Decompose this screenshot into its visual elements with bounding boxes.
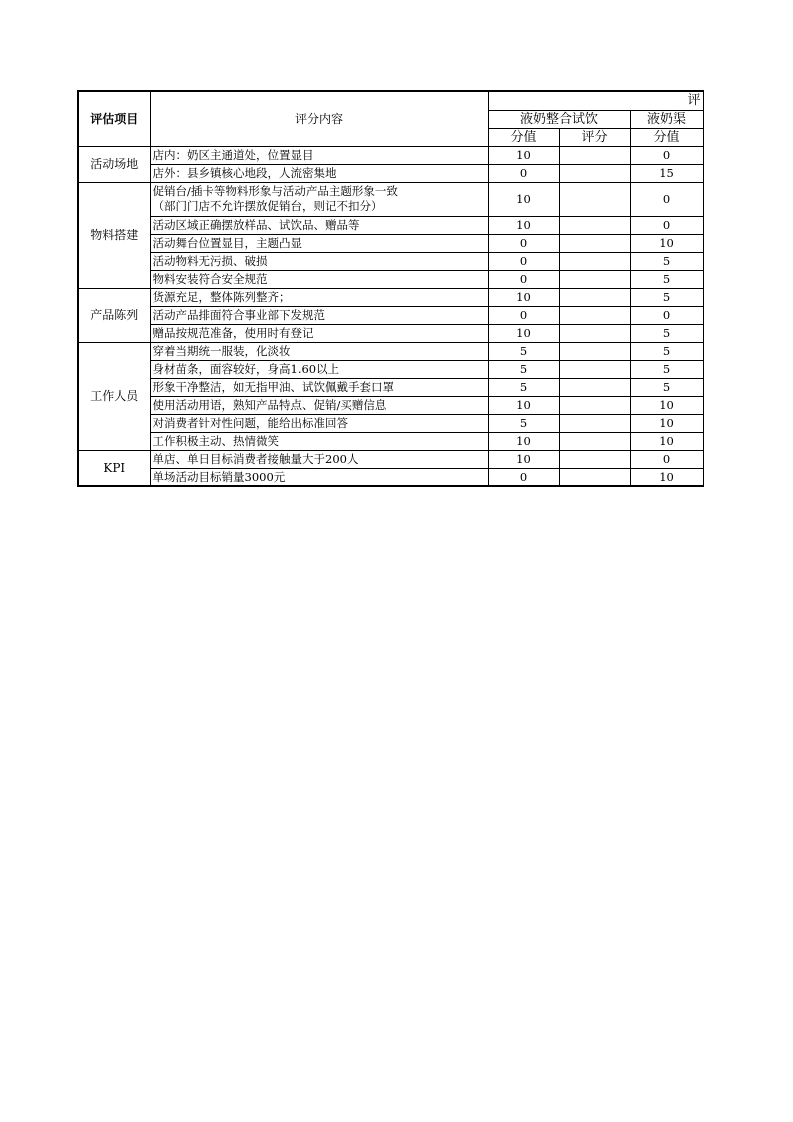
row-content: 穿着当期统一服装，化淡妆 xyxy=(150,342,488,360)
row-value-1: 0 xyxy=(488,234,559,252)
category-cell: 活动场地 xyxy=(78,146,150,182)
row-rating-1 xyxy=(559,252,630,270)
row-value-2: 0 xyxy=(630,146,703,164)
row-rating-1 xyxy=(559,164,630,182)
category-cell: 工作人员 xyxy=(78,342,150,450)
row-rating-1 xyxy=(559,432,630,450)
row-rating-1 xyxy=(559,360,630,378)
header-score-value-2: 分值 xyxy=(630,128,703,146)
row-value-1: 5 xyxy=(488,378,559,396)
row-value-1: 10 xyxy=(488,288,559,306)
row-content: 活动物料无污损、破损 xyxy=(150,252,488,270)
row-rating-1 xyxy=(559,146,630,164)
table-row xyxy=(78,216,703,234)
row-value-1: 0 xyxy=(488,164,559,182)
row-content xyxy=(150,182,488,216)
table-row xyxy=(78,324,703,342)
row-value-1: 5 xyxy=(488,414,559,432)
row-rating-1 xyxy=(559,342,630,360)
row-content: 单场活动目标销量3000元 xyxy=(150,468,488,486)
row-value-1: 10 xyxy=(488,146,559,164)
row-value-2: 10 xyxy=(630,396,703,414)
table-row xyxy=(78,182,703,216)
header-content: 评分内容 xyxy=(150,91,488,146)
row-rating-1 xyxy=(559,306,630,324)
table-row xyxy=(78,360,703,378)
row-content-line-2: （部门门店不允许摆放促销台，则记不扣分） xyxy=(152,199,383,213)
row-content-line-1: 促销台/插卡等物料形象与活动产品主题形象一致 xyxy=(152,184,398,198)
row-value-2: 5 xyxy=(630,378,703,396)
table-row xyxy=(78,342,703,360)
row-value-2: 10 xyxy=(630,432,703,450)
table-row xyxy=(78,414,703,432)
row-value-1: 10 xyxy=(488,324,559,342)
header-group-title: 评 xyxy=(488,91,703,110)
row-value-2: 15 xyxy=(630,164,703,182)
row-content: 店外：县乡镇核心地段，人流密集地 xyxy=(150,164,488,182)
row-content: 工作积极主动、热情微笑 xyxy=(150,432,488,450)
row-value-2: 0 xyxy=(630,450,703,468)
row-value-2: 5 xyxy=(630,252,703,270)
row-content: 店内：奶区主通道处，位置显目 xyxy=(150,146,488,164)
row-value-1: 5 xyxy=(488,342,559,360)
table-row xyxy=(78,146,703,164)
row-rating-1 xyxy=(559,396,630,414)
row-value-1: 10 xyxy=(488,432,559,450)
row-rating-1 xyxy=(559,378,630,396)
table-row xyxy=(78,164,703,182)
evaluation-table xyxy=(77,90,704,487)
row-rating-1 xyxy=(559,182,630,216)
category-cell: 物料搭建 xyxy=(78,182,150,288)
row-rating-1 xyxy=(559,234,630,252)
row-content: 对消费者针对性问题，能给出标准回答 xyxy=(150,414,488,432)
row-rating-1 xyxy=(559,270,630,288)
row-value-2: 10 xyxy=(630,468,703,486)
table-row xyxy=(78,270,703,288)
row-content: 活动区域正确摆放样品、试饮品、赠品等 xyxy=(150,216,488,234)
header-score-value-1: 分值 xyxy=(488,128,559,146)
table-row xyxy=(78,432,703,450)
row-value-2: 5 xyxy=(630,324,703,342)
header-subgroup-2: 液奶渠 xyxy=(630,110,703,128)
table-row xyxy=(78,450,703,468)
row-value-2: 5 xyxy=(630,360,703,378)
row-content: 物料安装符合安全规范 xyxy=(150,270,488,288)
row-value-2: 5 xyxy=(630,270,703,288)
header-item: 评估项目 xyxy=(78,91,150,146)
row-value-2: 0 xyxy=(630,306,703,324)
header-subgroup-1: 液奶整合试饮 xyxy=(488,110,630,128)
row-value-1: 10 xyxy=(488,450,559,468)
table-row xyxy=(78,288,703,306)
table-row xyxy=(78,468,703,486)
row-value-1: 0 xyxy=(488,468,559,486)
row-value-2: 5 xyxy=(630,342,703,360)
row-value-1: 10 xyxy=(488,182,559,216)
table-row xyxy=(78,378,703,396)
row-value-2: 5 xyxy=(630,288,703,306)
row-content: 身材苗条，面容较好，身高1.60以上 xyxy=(150,360,488,378)
row-rating-1 xyxy=(559,216,630,234)
category-cell: 产品陈列 xyxy=(78,288,150,342)
row-value-1: 0 xyxy=(488,306,559,324)
row-value-2: 10 xyxy=(630,414,703,432)
row-content: 货源充足，整体陈列整齐； xyxy=(150,288,488,306)
row-content: 赠品按规范准备，使用时有登记 xyxy=(150,324,488,342)
row-content: 单店、单日目标消费者接触量大于200人 xyxy=(150,450,488,468)
table-row xyxy=(78,252,703,270)
row-value-1: 10 xyxy=(488,396,559,414)
row-value-1: 10 xyxy=(488,216,559,234)
table-row xyxy=(78,396,703,414)
row-value-2: 0 xyxy=(630,216,703,234)
row-rating-1 xyxy=(559,288,630,306)
row-value-2: 0 xyxy=(630,182,703,216)
table-row xyxy=(78,306,703,324)
table-body xyxy=(78,91,703,486)
row-value-2: 10 xyxy=(630,234,703,252)
row-value-1: 5 xyxy=(488,360,559,378)
category-cell: KPI xyxy=(78,450,150,486)
row-content: 使用活动用语，熟知产品特点、促销/买赠信息 xyxy=(150,396,488,414)
row-content: 活动产品排面符合事业部下发规范 xyxy=(150,306,488,324)
table-row xyxy=(78,234,703,252)
row-rating-1 xyxy=(559,468,630,486)
header-rating-1: 评分 xyxy=(559,128,630,146)
row-rating-1 xyxy=(559,324,630,342)
row-content: 活动舞台位置显目，主题凸显 xyxy=(150,234,488,252)
row-value-1: 0 xyxy=(488,270,559,288)
row-value-1: 0 xyxy=(488,252,559,270)
row-content: 形象干净整洁，如无指甲油、试饮佩戴手套口罩 xyxy=(150,378,488,396)
row-rating-1 xyxy=(559,450,630,468)
row-rating-1 xyxy=(559,414,630,432)
